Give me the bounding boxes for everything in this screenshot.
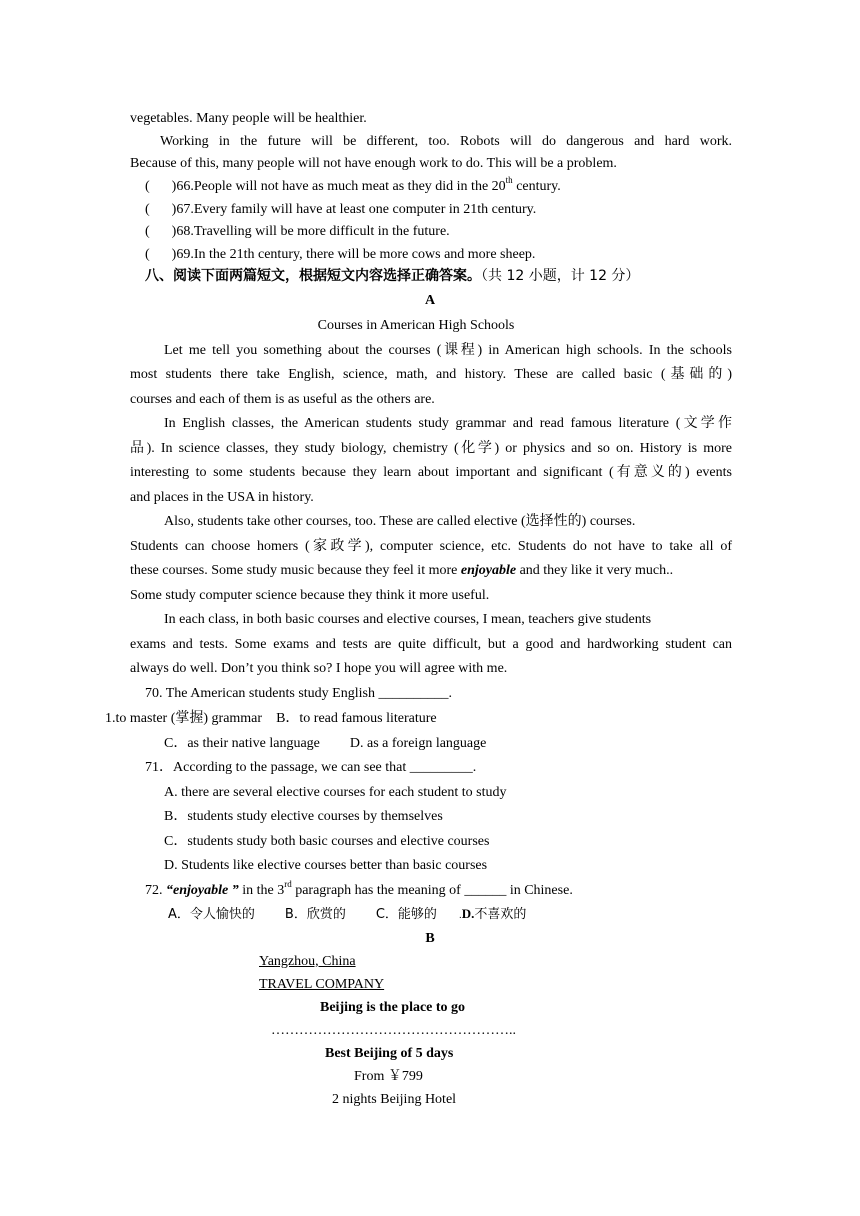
text-line: and places in the USA in history. bbox=[130, 490, 314, 505]
ad-location: Yangzhou, China bbox=[259, 954, 356, 969]
answer-paren: ( bbox=[145, 247, 150, 262]
passage-b-letter: B bbox=[425, 931, 435, 946]
option-71-b: B．students study elective courses by themselves bbox=[164, 809, 443, 824]
question-number: )66. bbox=[171, 179, 194, 194]
section-title: 八、阅读下面两篇短文，根据短文内容选择正确答案。 bbox=[145, 268, 481, 284]
question-text: Travelling will be more difficult in the future. bbox=[193, 224, 450, 239]
option-prefix: . bbox=[458, 911, 462, 921]
question-text: century. bbox=[512, 179, 561, 194]
option-71-a: A. there are several elective courses for each student to study bbox=[164, 785, 507, 800]
question-67 bbox=[145, 201, 536, 219]
option-71-d: D. Students like elective courses better than basic courses bbox=[164, 858, 488, 873]
text-line: exams and tests. Some exams and tests are quite difficult, but a good and hardworking student can bbox=[130, 637, 732, 652]
option-text: A．令人愉快的 bbox=[168, 907, 255, 922]
option-text: C．as their native language bbox=[164, 736, 320, 751]
ad-divider: …………………………………………….. bbox=[271, 1023, 516, 1038]
text-line: Let me tell you something about the courses (课程) in American high schools. In the schools bbox=[164, 343, 732, 358]
option-text: D. as a foreign language bbox=[349, 736, 487, 751]
question-number: )69. bbox=[171, 247, 194, 262]
section-note: （共 12 小题，计 12 分） bbox=[481, 268, 640, 284]
text-line: Because of this, many people will not have enough work to do. This will be a problem. bbox=[130, 156, 617, 171]
options-72 bbox=[168, 905, 526, 925]
option-70-c bbox=[164, 735, 486, 753]
question-number: )68. bbox=[171, 224, 194, 239]
keyword-enjoyable: enjoyable bbox=[460, 563, 517, 578]
option-text: B．to read famous literature bbox=[276, 711, 437, 726]
superscript: th bbox=[505, 175, 513, 186]
ad-tour-title: Best Beijing of 5 days bbox=[325, 1046, 454, 1061]
text-line: Working in the future will be different, too. Robots will do dangerous and hard work. bbox=[160, 134, 732, 149]
superscript: rd bbox=[284, 879, 292, 890]
question-69 bbox=[145, 246, 535, 264]
text-line: courses and each of them is as useful as the others are. bbox=[130, 392, 435, 407]
text-line: Students can choose homers (家政学), computer science, etc. Students do not have to take all of bbox=[130, 539, 732, 554]
question-70: 70. The American students study English __________. bbox=[145, 686, 452, 701]
option-text: B．欣赏的 bbox=[284, 907, 346, 922]
text-line: In English classes, the American students study grammar and read famous literature (文学作 bbox=[164, 416, 732, 431]
question-72 bbox=[145, 879, 573, 900]
text-line: vegetables. Many people will be healthier. bbox=[130, 111, 367, 126]
option-letter: D. bbox=[461, 906, 475, 921]
text-line: 品). In science classes, they study biology, chemistry (化学) or physics and so on. History is more bbox=[130, 441, 732, 456]
question-68 bbox=[145, 223, 450, 241]
text-line: always do well. Don’t you think so? I hope you will agree with me. bbox=[130, 661, 508, 676]
passage-a-title: Courses in American High Schools bbox=[317, 318, 515, 333]
option-text: 1.to master (掌握) grammar bbox=[105, 711, 263, 726]
question-number: 72. bbox=[145, 883, 166, 898]
ad-company: TRAVEL COMPANY bbox=[259, 977, 385, 992]
answer-paren: ( bbox=[145, 224, 150, 239]
section-heading bbox=[145, 267, 639, 285]
keyword-enjoyable: “enjoyable ” bbox=[166, 883, 239, 898]
text-line: most students there take English, science, math, and history. These are called basic (基础的) bbox=[130, 367, 732, 382]
answer-paren: ( bbox=[145, 179, 150, 194]
question-71: 71．According to the passage, we can see that _________. bbox=[145, 760, 477, 775]
text-line: interesting to some students because they learn about important and significant (有意义的) events bbox=[130, 465, 732, 480]
text-span: and they like it very much.. bbox=[516, 563, 674, 578]
option-70-a bbox=[105, 710, 437, 728]
question-text: People will not have as much meat as they did in the 20 bbox=[193, 179, 506, 194]
question-66 bbox=[145, 175, 561, 196]
answer-paren: ( bbox=[145, 202, 150, 217]
question-text: in the 3 bbox=[238, 883, 285, 898]
question-number: )67. bbox=[171, 202, 194, 217]
question-text: Every family will have at least one computer in 21th century. bbox=[193, 202, 537, 217]
passage-a-letter: A bbox=[424, 293, 436, 308]
option-text: 不喜欢的 bbox=[474, 907, 527, 922]
text-line: Some study computer science because they think it more useful. bbox=[130, 588, 490, 603]
ad-hotel: 2 nights Beijing Hotel bbox=[332, 1092, 457, 1107]
question-text: paragraph has the meaning of ______ in Chinese. bbox=[291, 883, 573, 898]
text-line: Also, students take other courses, too. These are called elective (选择性的) courses. bbox=[164, 514, 636, 529]
option-71-c: C．students study both basic courses and elective courses bbox=[164, 834, 490, 849]
text-line bbox=[130, 562, 673, 580]
option-text: C．能够的 bbox=[375, 907, 437, 922]
ad-price: From ￥799 bbox=[354, 1069, 423, 1084]
text-span: these courses. Some study music because they feel it more bbox=[130, 563, 461, 578]
ad-headline: Beijing is the place to go bbox=[320, 1000, 466, 1015]
question-text: In the 21th century, there will be more cows and more sheep. bbox=[193, 247, 536, 262]
text-line: In each class, in both basic courses and elective courses, I mean, teachers give students bbox=[164, 612, 652, 627]
